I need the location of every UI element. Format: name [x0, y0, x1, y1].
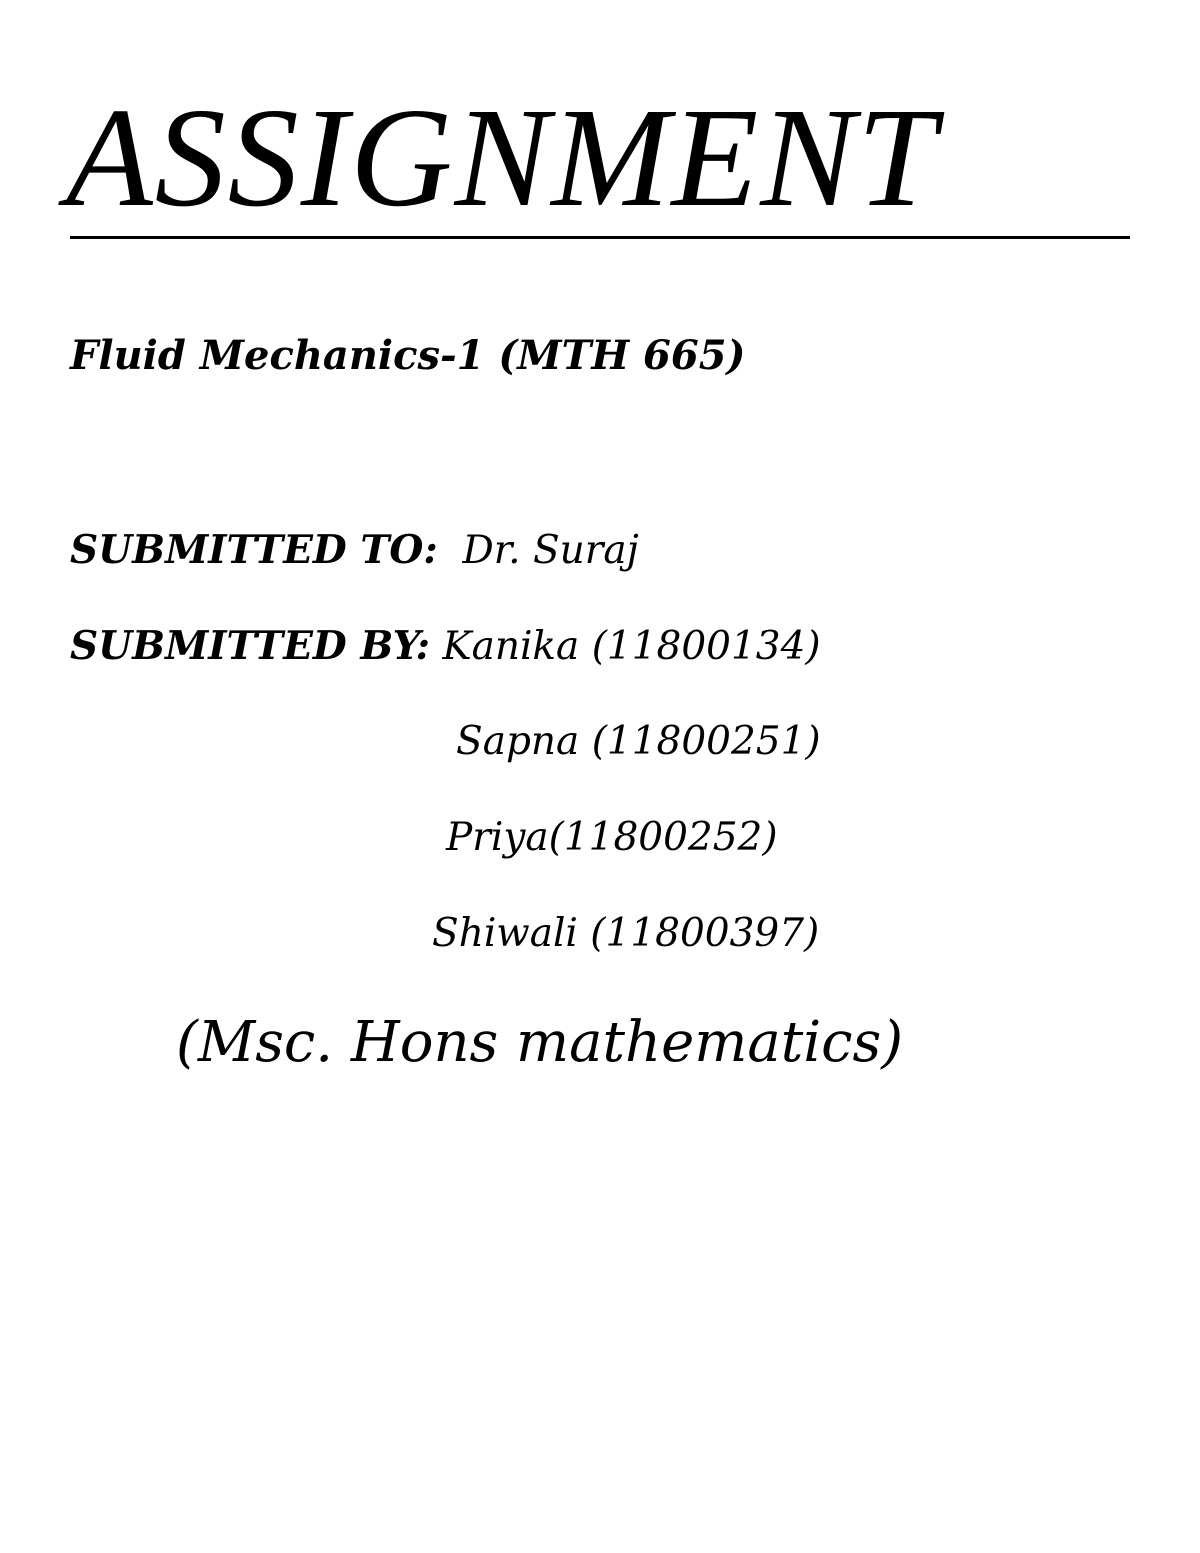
member-name: Kanika (11800134) — [442, 624, 821, 669]
submitted-to-value: Dr. Suraj — [462, 528, 639, 573]
submitted-to-line — [70, 524, 639, 577]
submitted-by-label: SUBMITTED BY: — [70, 623, 431, 669]
program-name: (Msc. Hons mathematics) — [176, 1010, 904, 1075]
document-title: ASSIGNMENT — [66, 78, 938, 236]
member-name: Shiwali (11800397) — [432, 911, 820, 956]
member-name: Priya(11800252) — [446, 815, 778, 860]
title-divider — [70, 236, 1130, 239]
submitted-to-label: SUBMITTED TO: — [70, 527, 438, 573]
submitted-by-line — [70, 620, 821, 673]
course-name: Fluid Mechanics-1 (MTH 665) — [70, 332, 746, 379]
member-name: Sapna (11800251) — [456, 719, 821, 764]
